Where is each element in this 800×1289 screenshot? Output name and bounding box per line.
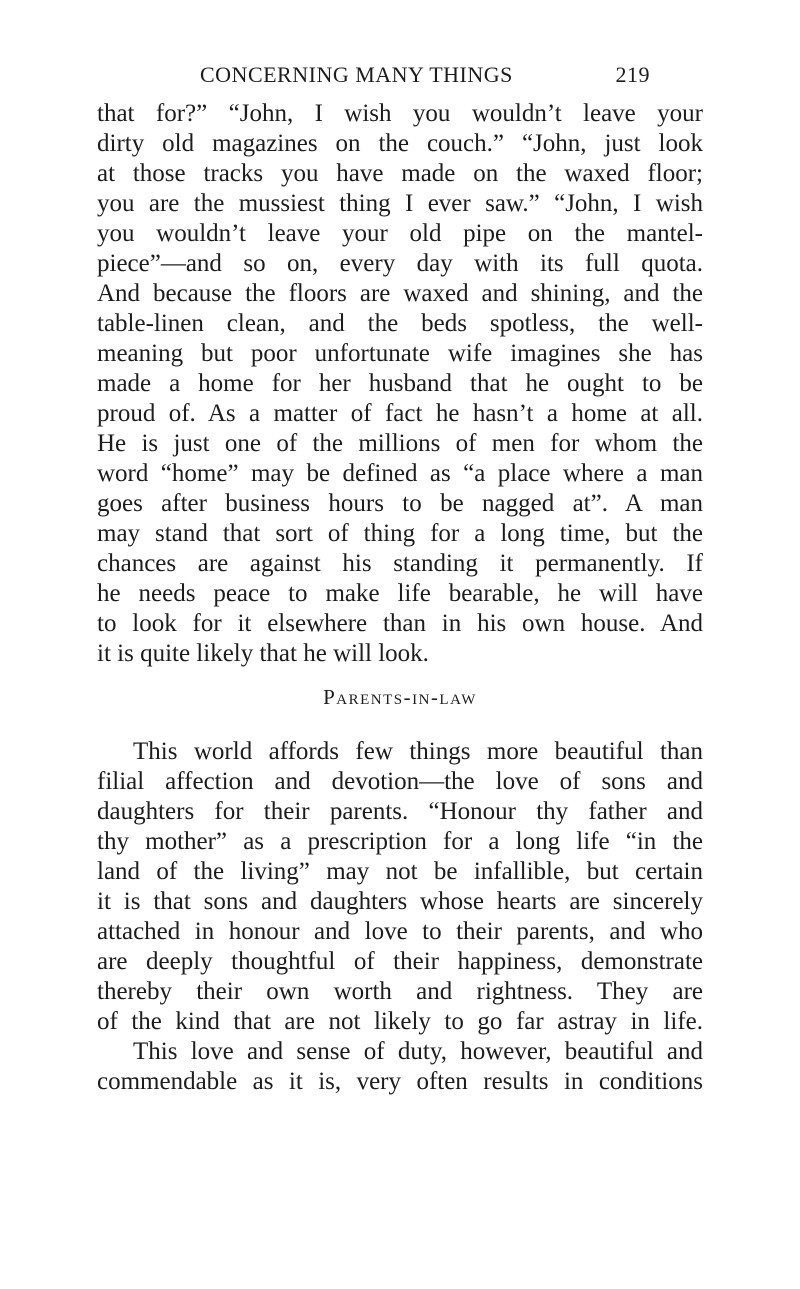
- page-number: 219: [615, 62, 650, 87]
- text-line: dirty old magazines on the couch.” “John, just look: [97, 130, 703, 157]
- text-line: word “home” may be defined as “a place where a man: [97, 460, 703, 487]
- text-line: table-linen clean, and the beds spotless, the well-: [97, 310, 703, 337]
- text-line: thy mother” as a prescription for a long life “in the: [97, 828, 703, 855]
- text-line: he needs peace to make life bearable, he will have: [97, 580, 703, 607]
- text-line: attached in honour and love to their parents, and who: [97, 918, 703, 945]
- section-heading: Parents-in-law: [323, 685, 477, 709]
- text-line: And because the floors are waxed and shining, and the: [97, 280, 703, 307]
- text-line: filial affection and devotion—the love of sons and: [97, 768, 703, 795]
- text-line: may stand that sort of thing for a long time, but the: [97, 520, 703, 547]
- text-line: land of the living” may not be infallible, but certain: [97, 858, 703, 885]
- text-line: daughters for their parents. “Honour thy father and: [97, 798, 703, 825]
- text-line: you wouldn’t leave your old pipe on the mantel-: [97, 220, 703, 247]
- text-line: This world affords few things more beautiful than: [133, 738, 703, 765]
- text-line: that for?” “John, I wish you wouldn’t leave your: [97, 100, 703, 127]
- text-line: you are the mussiest thing I ever saw.” “John, I wish: [97, 190, 703, 217]
- text-line: it is that sons and daughters whose hearts are sincerely: [97, 888, 703, 915]
- text-line: commendable as it is, very often results in conditions: [97, 1068, 703, 1095]
- text-line: He is just one of the millions of men for whom the: [97, 430, 703, 457]
- text-line: proud of. As a matter of fact he hasn’t a home at all.: [97, 400, 703, 427]
- running-head-title: CONCERNING MANY THINGS: [200, 62, 513, 87]
- text-line: at those tracks you have made on the waxed floor;: [97, 160, 703, 187]
- text-line: chances are against his standing it permanently. If: [97, 550, 703, 577]
- text-line: it is quite likely that he will look.: [97, 640, 429, 667]
- text-line: meaning but poor unfortunate wife imagines she has: [97, 340, 703, 367]
- text-line: piece”—and so on, every day with its full quota.: [97, 250, 703, 277]
- text-line: This love and sense of duty, however, beautiful and: [133, 1038, 703, 1065]
- text-line: goes after business hours to be nagged at”. A man: [97, 490, 703, 517]
- text-line: of the kind that are not likely to go far astray in life.: [97, 1008, 703, 1035]
- text-line: thereby their own worth and rightness. They are: [97, 978, 703, 1005]
- text-line: are deeply thoughtful of their happiness, demonstrate: [97, 948, 703, 975]
- text-line: to look for it elsewhere than in his own house. And: [97, 610, 703, 637]
- text-line: made a home for her husband that he ought to be: [97, 370, 703, 397]
- running-head: [200, 62, 650, 96]
